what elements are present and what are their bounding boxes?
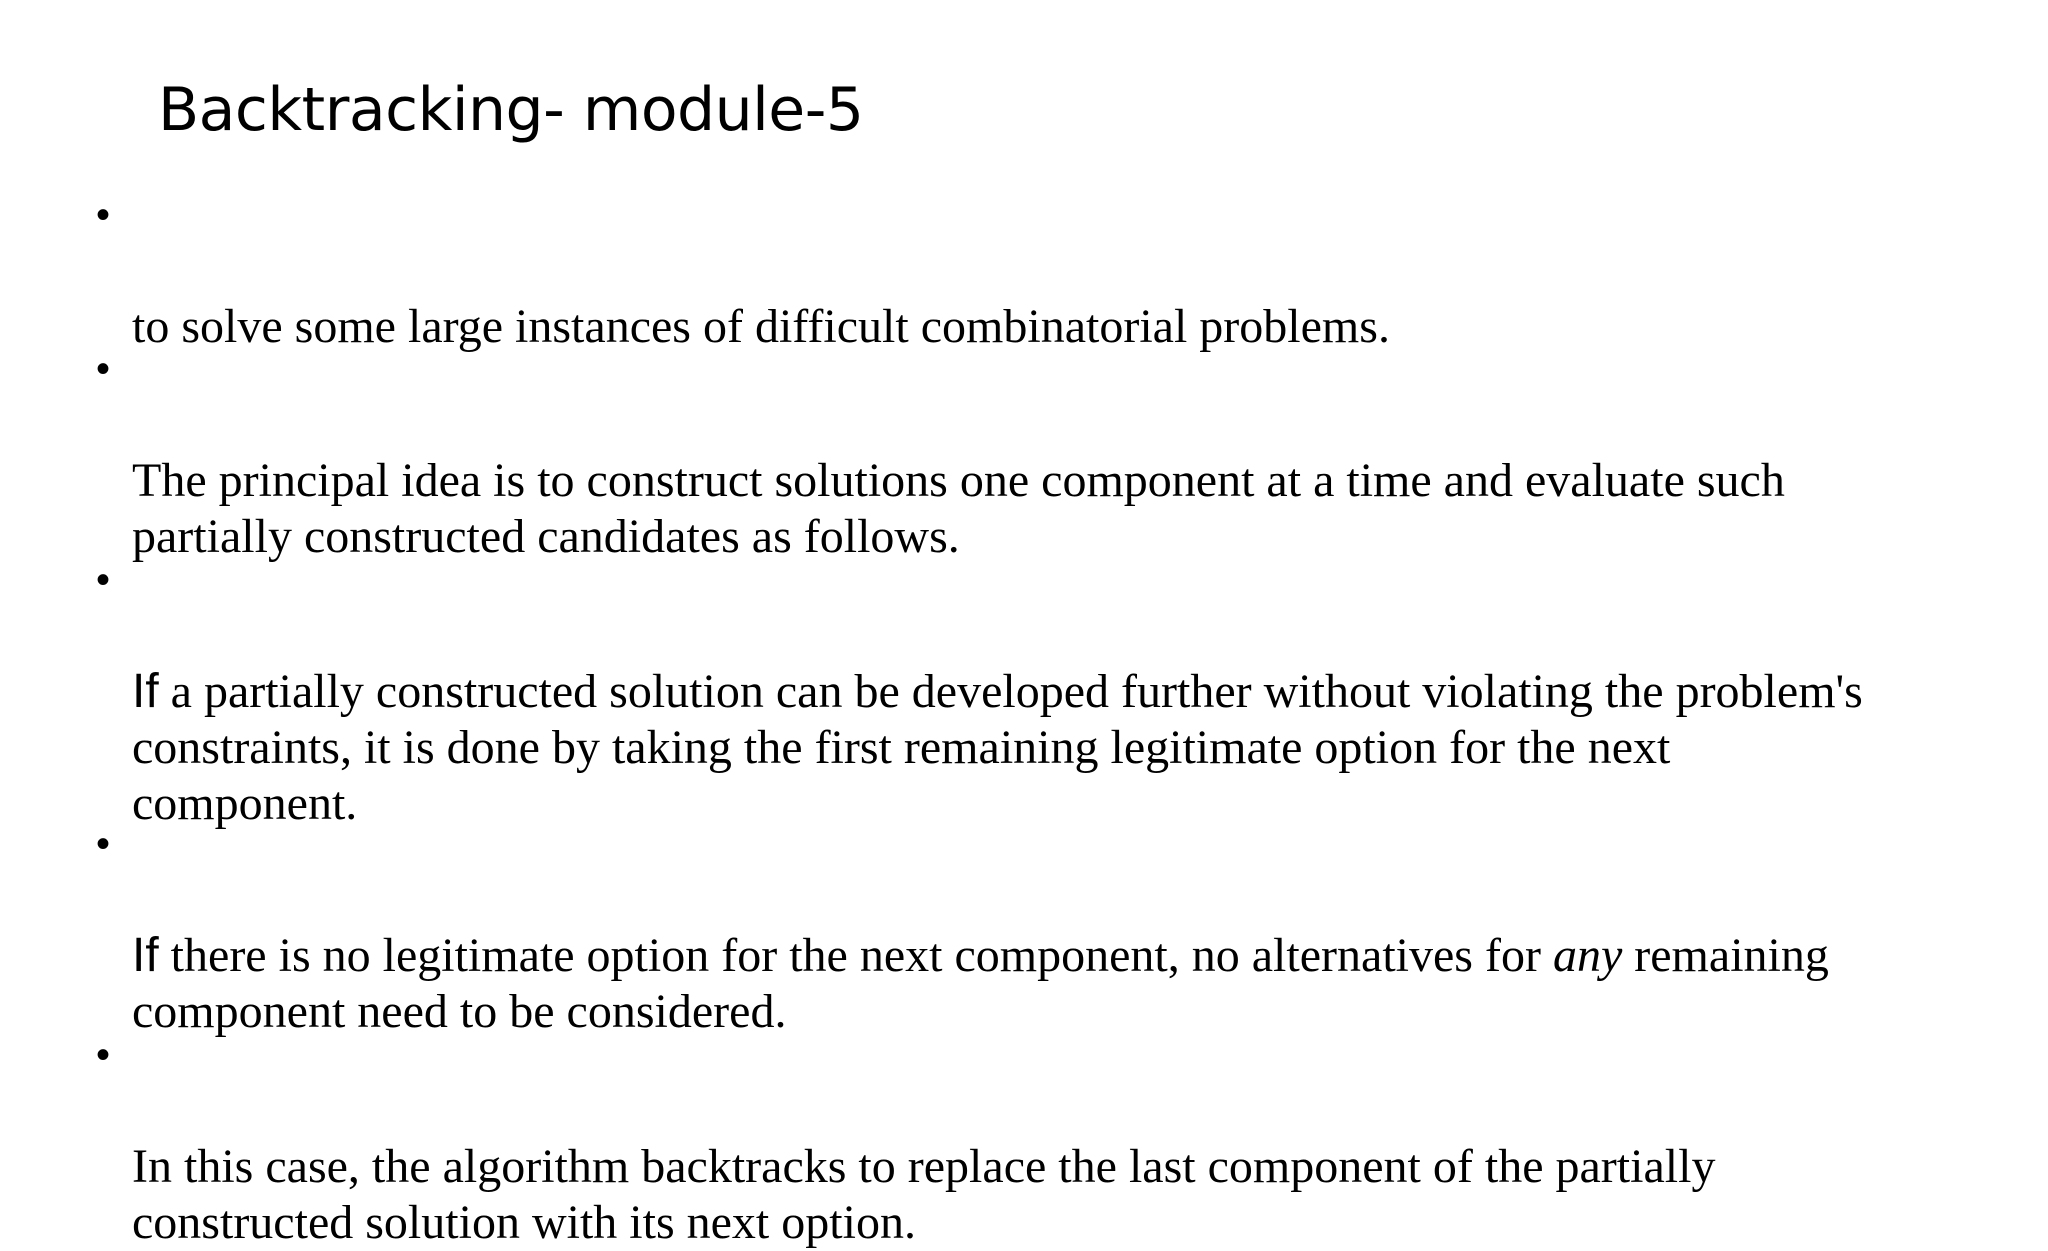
bullet-text: a partially constructed solution can be developed further without violating the problem's constraints, it is done by taking the first remaining legitimate option for the next component. [132,665,1863,830]
bullet-icon: • [96,558,111,602]
bullet-icon: • [96,1033,111,1077]
bullet-icon: • [96,822,111,866]
bullet-text-continued: remaining component need to be considered. [132,929,1829,1038]
bullet-item [96,816,2027,1040]
bullet-icon: • [96,347,111,391]
slide-title: Backtracking- module-5 [158,75,864,145]
bullet-text: In this case, the algorithm backtracks to replace the last component of the partially constructed solution with its next option. [132,1140,1716,1249]
bullet-text: there is no legitimate option for the next component, no alternatives for [158,929,1553,982]
bullet-item [96,187,2027,355]
bullet-lead-word: If [132,929,159,982]
bullet-item [96,341,2027,565]
bullet-text: to solve some large instances of difficult combinatorial problems. [132,300,1390,353]
bullet-lead-word: If [132,665,159,718]
bullet-text: The principal idea is to construct solutions one component at a time and evaluate such partially constructed candidates as follows. [132,454,1785,563]
bullet-emphasis: any [1552,929,1623,982]
bullet-item [96,1027,2027,1251]
bullet-item [96,552,2027,832]
bullet-icon: • [96,193,111,237]
